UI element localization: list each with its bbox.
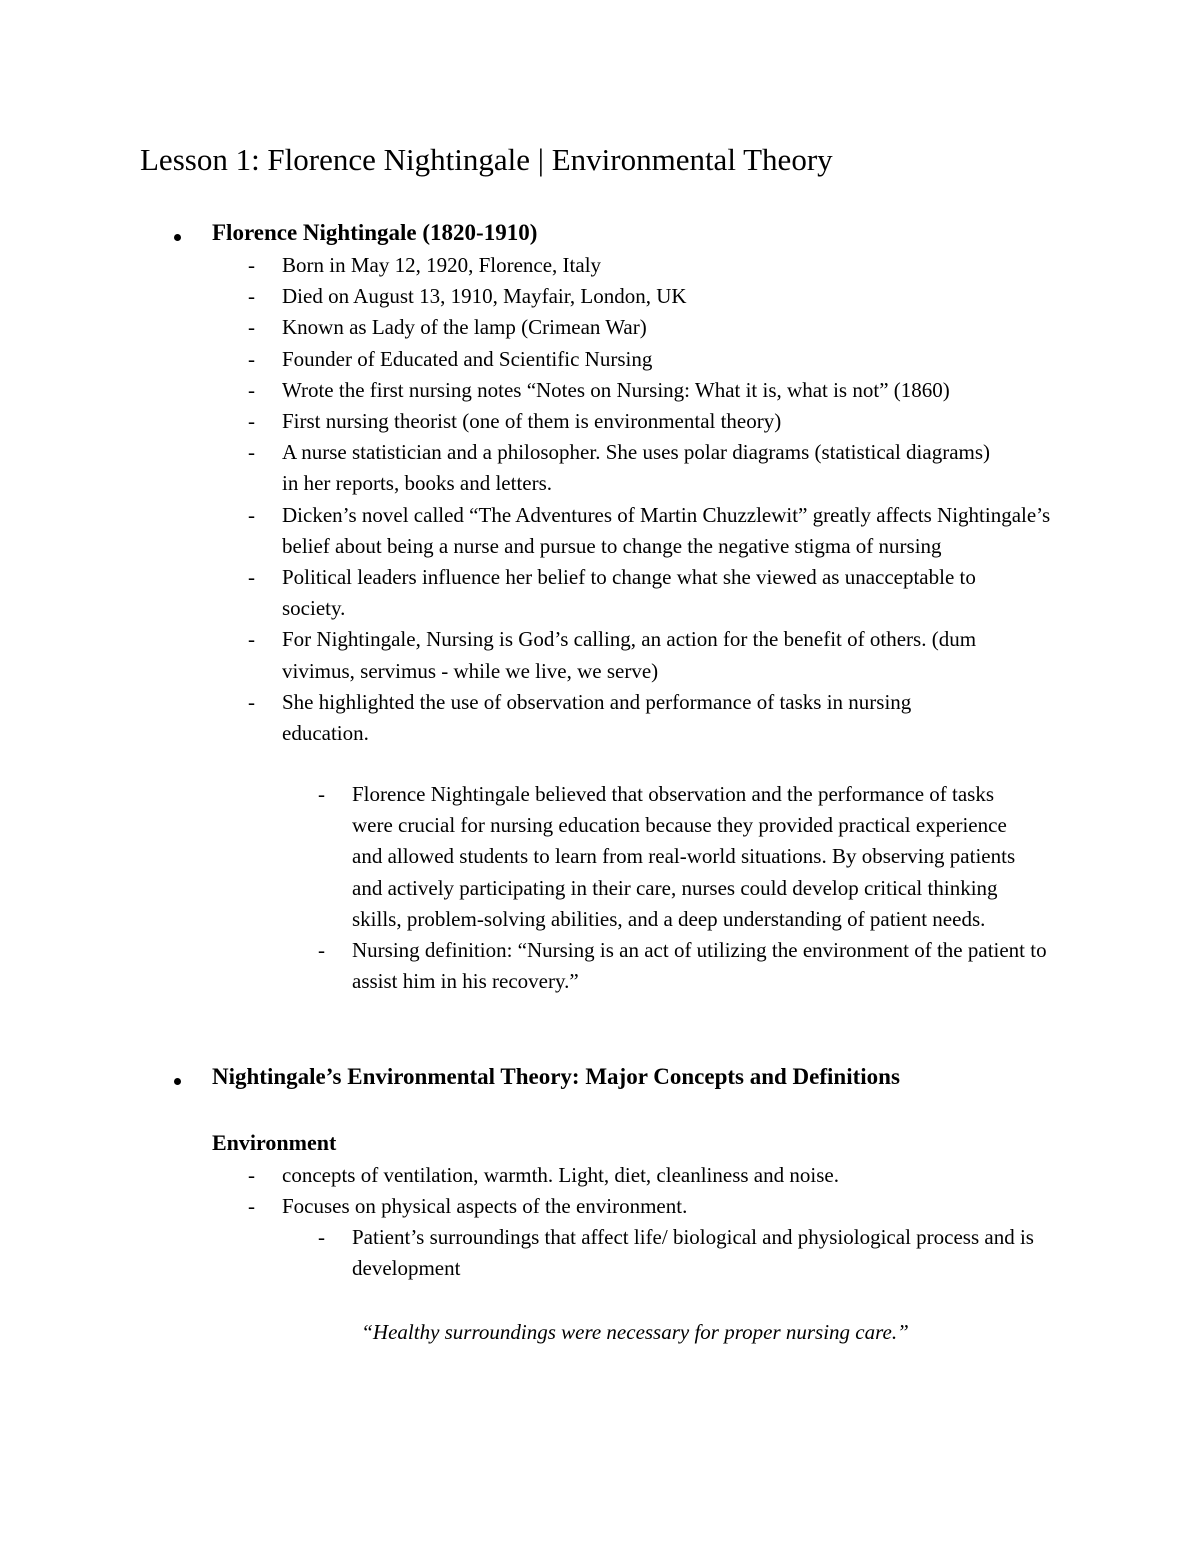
list-item: - Wrote the first nursing notes “Notes on Nursing: What it is, what is not” (1860) [282,375,1072,406]
list-item: - Nursing definition: “Nursing is an act of utilizing the environment of the patient to assist him in his recovery.” [352,935,1052,997]
list-item: - Florence Nightingale believed that observation and the performance of tasks were crucial for nursing education because they provided practical experience and allowed students to learn from real-world situations. By observing patients and actively participating in their care, nurses could develop critical thinking skills, problem-solving abilities, and a deep understanding of patient needs. [352,779,1032,935]
section-heading: Florence Nightingale (1820-1910) [212,220,538,245]
list-item: - Dicken’s novel called “The Adventures of Martin Chuzzlewit” greatly affects Nightingale’s belief about being a nurse and pursue to change the negative stigma of nursing [282,500,1067,562]
page-title: Lesson 1: Florence Nightingale | Environmental Theory [140,142,833,177]
subheading: Environment [212,1130,337,1155]
list-item: - For Nightingale, Nursing is God’s calling, an action for the benefit of others. (dum vivimus, servimus - while we live, we serve) [282,624,1022,686]
list-item: - Political leaders influence her belief to change what she viewed as unacceptable to society. [282,562,1042,624]
bullet-icon [174,1078,181,1085]
section-list [282,250,1072,749]
sub-list [352,779,1047,997]
bullet-icon [174,234,181,241]
section-list [282,1160,1072,1222]
list-item: - Founder of Educated and Scientific Nursing [282,344,1072,375]
list-item: - Patient’s surroundings that affect life/ biological and physiological process and is development [352,1222,1062,1284]
list-item: - concepts of ventilation, warmth. Light, diet, cleanliness and noise. [282,1160,1072,1191]
list-item: - Known as Lady of the lamp (Crimean War) [282,312,1072,343]
list-item: - Born in May 12, 1920, Florence, Italy [282,250,1072,281]
section-heading: Nightingale’s Environmental Theory: Major Concepts and Definitions [212,1064,900,1089]
list-item: - Died on August 13, 1910, Mayfair, London, UK [282,281,1072,312]
list-item: - First nursing theorist (one of them is environmental theory) [282,406,1072,437]
list-item: - Focuses on physical aspects of the environment. [282,1191,1072,1222]
list-item: - She highlighted the use of observation and performance of tasks in nursing education. [282,687,1002,749]
list-item: - A nurse statistician and a philosopher. She uses polar diagrams (statistical diagrams) in her reports, books and letters. [282,437,1002,499]
quote: “Healthy surroundings were necessary for proper nursing care.” [361,1320,909,1344]
sub-list [352,1222,1062,1284]
